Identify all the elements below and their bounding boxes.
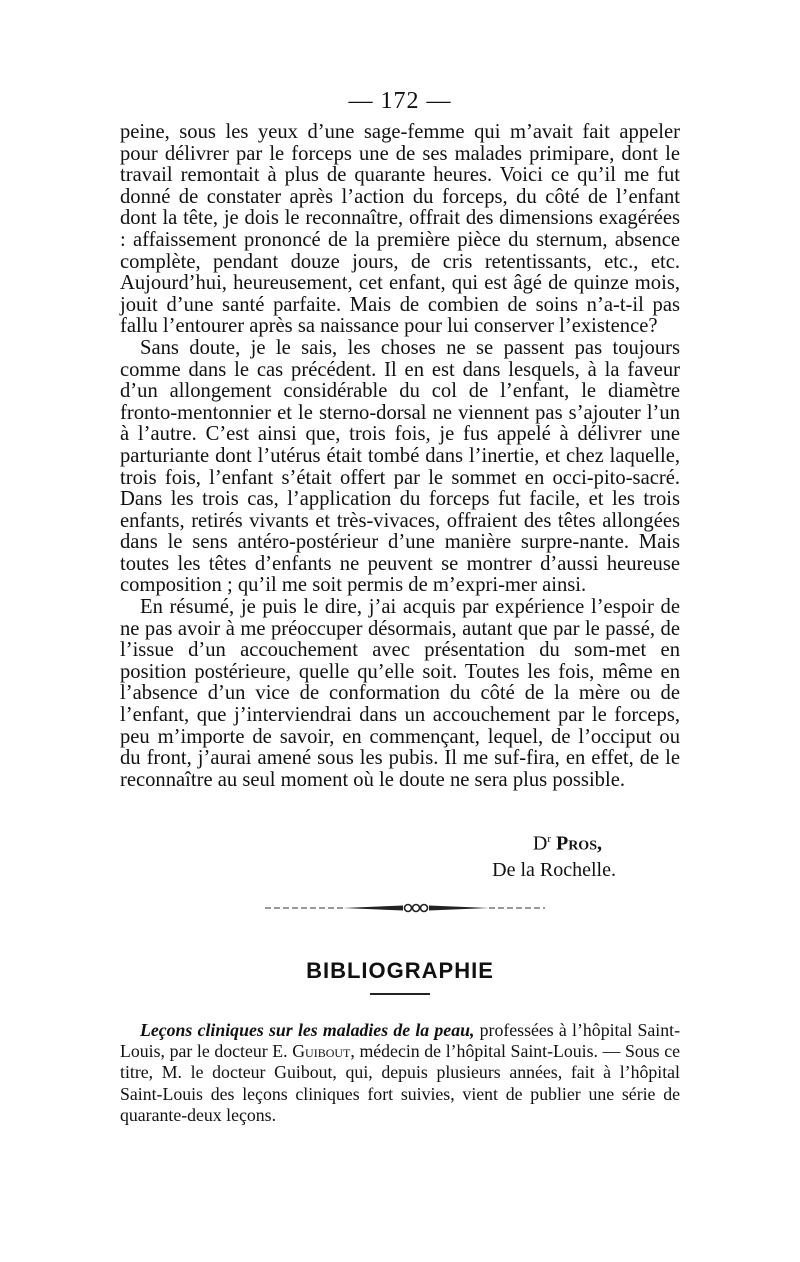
signature-prefix: D [532,832,548,855]
review-text-2: médecin de l’hôpital Saint-Louis. — Sous ce titre, M. le docteur Guibout, qui, depuis plusieurs années, fait à l’hôpital Saint-Louis des leçons cliniques fort suivies, vient de publier une série de quarante-deux leçons. [120,1041,680,1125]
book-title: Leçons cliniques sur les maladies de la peau, [140,1020,475,1040]
ornamental-divider [265,900,545,916]
signature-prefix-sup: r [547,833,551,845]
section-title: BIBLIOGRAPHIE [306,958,494,983]
paragraph-2: Sans doute, je le sais, les choses ne se passent pas toujours comme dans le cas précédent. Il en est dans lesquels, à la faveur d’un allongement considérable du col de l’enfant, le diamètre fronto-mentonnier et le sterno-dorsal ne viennent pas s’ajouter l’un à l’autre. C’est ainsi que, trois fois, je fus appelé à délivrer une parturiante dont l’utérus était tombé dans l’inertie, et chez laquelle, trois fois, l’enfant s’était offert par le sommet en occi-pito-sacré. Dans les trois cas, l’application du forceps fut facile, et les trois enfants, retirés vivants et très-vivaces, offraient des têtes allongées dans le sens antéro-postérieur d’une manière surpre-nante. Mais toutes les têtes d’enfants ne peuvent se montrer d’aussi heureuse composition ; qu’il me soit permis de m’expri-mer ainsi. [120,336,680,597]
bibliography-paragraph [120,1020,680,1126]
article-body [120,122,680,791]
title-underline [370,993,430,995]
signature-surname: Pros, [555,832,602,855]
author-signature [492,826,616,883]
review-text-1: professées à l’hôpital Saint-Louis, par le docteur E. [120,1020,680,1062]
book-author: Guibout, [292,1041,355,1062]
paragraph-1: peine, sous les yeux d’une sage-femme qui m’avait fait appeler pour délivrer par le forceps une de ses malades primipare, dont le travail remontait à plus de quarante heures. Voici ce qu’il me fut donné de constater après l’action du forceps, du côté de l’enfant dont la tête, je dois le reconnaître, offrait des dimensions exagérées : affaissement prononcé de la première pièce du sternum, absence complète, pendant douze jours, de cris retentissants, etc., etc. Aujourd’hui, heureusement, cet enfant, qui est âgé de quinze mois, jouit d’une santé parfaite. Mais de combien de soins n’a-t-il pas fallu l’entourer après sa naissance pour lui conserver l’existence? [120,121,680,338]
signature-place: De la Rochelle. [492,858,616,881]
bibliography-entry [120,1020,680,1126]
paragraph-3: En résumé, je puis le dire, j’ai acquis par expérience l’espoir de ne pas avoir à me préoccuper désormais, autant que par le passé, de l’issue d’un accouchement avec présentation du som-met en position postérieure, quelle qu’elle soit. Toutes les fois, même en l’absence d’un vice de conformation du côté de la mère ou de l’enfant, que j’interviendrai dans un accouchement par le forceps, peu m’importe de savoir, en commençant, lequel, de l’occiput ou du front, j’aurai amené sous les pubis. Il me suf-fira, en effet, de le reconnaître au seul moment où le doute ne sera plus possible. [120,596,680,791]
signature-name [492,826,616,857]
page-number: — 172 — [348,88,452,114]
